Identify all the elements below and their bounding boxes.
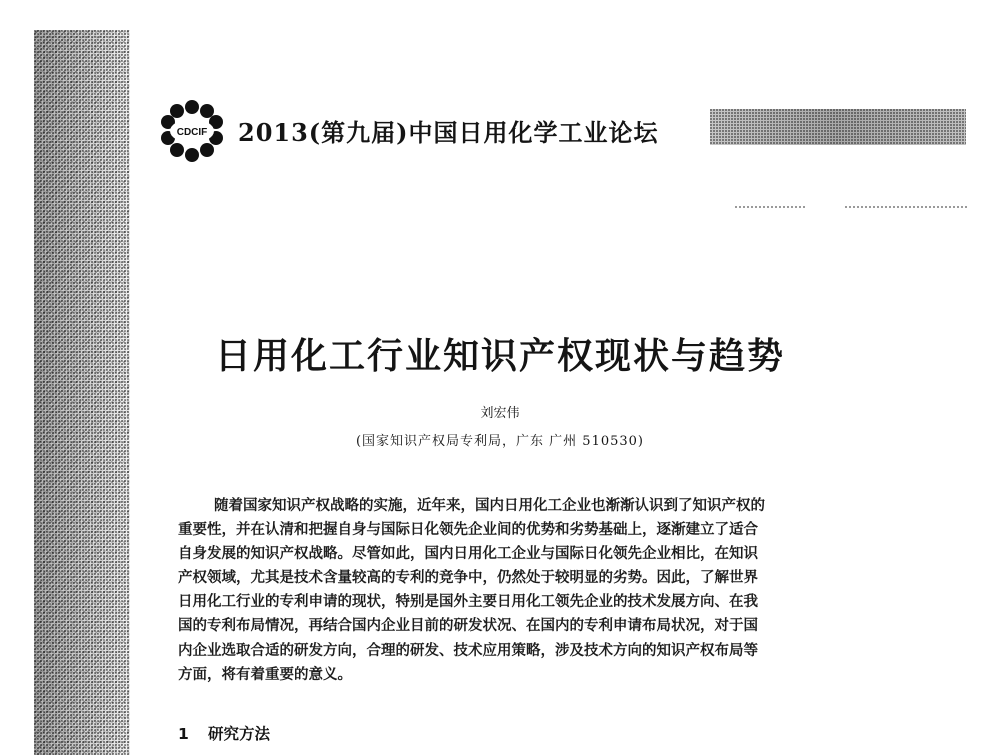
dotted-rule: [845, 206, 967, 208]
abstract-line: 方面，将有着重要的意义。: [178, 665, 352, 683]
dotted-rule: [735, 206, 805, 208]
abstract-line: 随着国家知识产权战略的实施，近年来，国内日用化工企业也渐渐认识到了知识产权的: [214, 497, 765, 514]
abstract-paragraph: [178, 494, 916, 687]
abstract-line: 重要性，并在认清和把握自身与国际日化领先企业间的优势和劣势基础上，逐渐建立了适合: [178, 521, 758, 539]
header-decorative-band: [710, 109, 966, 145]
section-title: 研究方法: [208, 725, 271, 743]
abstract-line: 内企业选取合适的研发方向，合理的研发、技术应用策略，涉及技术方向的知识产权布局等: [178, 641, 758, 659]
section-number: 1: [178, 725, 189, 743]
book-spine-texture: [34, 30, 130, 755]
abstract-line: 产权领域，尤其是技术含量较高的专利的竞争中，仍然处于较明显的劣势。因此，了解世界: [178, 569, 758, 587]
author-name: 刘宏伟: [480, 406, 520, 421]
paper-title: 日用化工行业知识产权现状与趋势: [214, 336, 785, 377]
author-affiliation: (国家知识产权局专利局，广东 广州 510530): [355, 434, 645, 449]
forum-header-title: 2013(第九届)中国日用化学工业论坛: [238, 118, 659, 147]
cdcif-logo: [150, 98, 234, 164]
abstract-line: 日用化工行业的专利申请的现状，特别是国外主要日用化工领先企业的技术发展方向、在我: [178, 593, 758, 611]
logo-text: CDCIF: [176, 127, 208, 138]
section-heading: [178, 722, 270, 744]
abstract-line: 自身发展的知识产权战略。尽管如此，国内日用化工企业与国际日化领先企业相比，在知识: [178, 545, 758, 563]
abstract-line: 国的专利布局情况，再结合国内企业目前的研发状况、在国内的专利申请布局状况，对于国: [178, 617, 758, 635]
